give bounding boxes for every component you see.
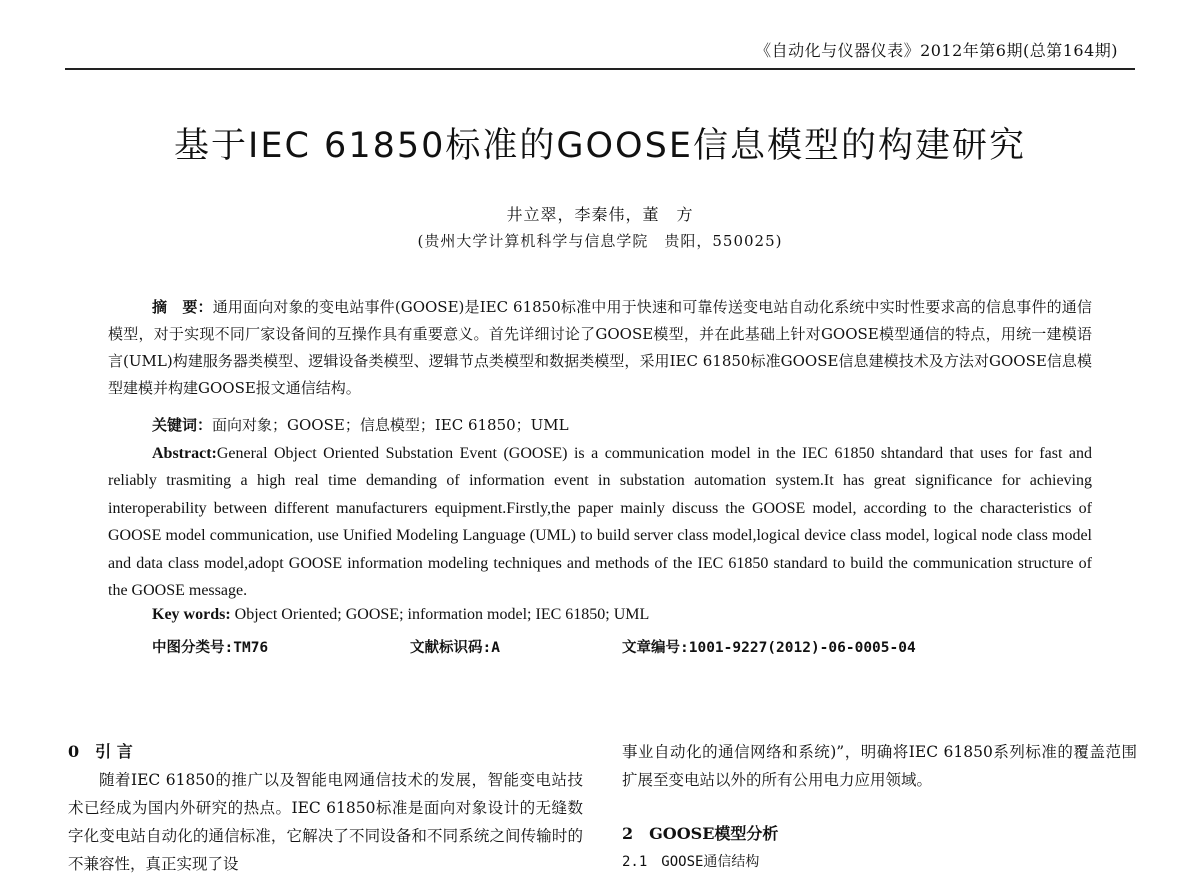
header-rule: [65, 68, 1135, 70]
en-abstract-label: Abstract:: [152, 445, 217, 462]
en-keywords: [152, 606, 649, 624]
cn-keywords-text: 面向对象；GOOSE；信息模型；IEC 61850；UML: [212, 416, 569, 434]
section-heading-goose-model: 2 GOOSE模型分析: [622, 824, 779, 843]
cn-abstract-label: 摘 要：: [152, 298, 213, 316]
spacer: [622, 794, 1137, 820]
en-abstract: [108, 440, 1092, 604]
affiliation: (贵州大学计算机科学与信息学院 贵阳，550025): [417, 232, 783, 250]
subsection-heading-goose-comm: 2.1 GOOSE通信结构: [622, 854, 760, 870]
cn-keywords-label: 关键词：: [152, 416, 213, 434]
cn-abstract: [108, 294, 1092, 402]
article-number: 文章编号:1001-9227(2012)-06-0005-04: [622, 640, 916, 656]
right-column: [622, 738, 1137, 876]
cn-abstract-text: 通用面向对象的变电站事件(GOOSE)是IEC 61850标准中用于快速和可靠传送变电站自动化系统中实时性要求高的信息事件的通信模型，对于实现不同厂家设备间的互操作具有重要意义。首先详细讨论了GOOSE模型，并在此基础上针对GOOSE模型通信的特点，用统一建模语言(UML)构建服务器类模型、逻辑设备类模型、逻辑节点类模型和数据类模型，采用IEC 61850标准GOOSE信息建模技术及方法对GOOSE信息模型建模并构建GOOSE报文通信结构。: [108, 298, 1092, 397]
left-column: [68, 738, 583, 878]
clc-number: 中图分类号:TM76: [152, 640, 269, 656]
en-keywords-label: Key words:: [152, 606, 231, 623]
paper-title: 基于IEC 61850标准的GOOSE信息模型的构建研究: [174, 126, 1026, 166]
document-code: 文献标识码:A: [410, 640, 500, 656]
authors: 井立翠，李秦伟，董 方: [506, 205, 694, 224]
section-heading-introduction: 0 引 言: [68, 742, 133, 761]
continued-paragraph: 事业自动化的通信网络和系统)”，明确将IEC 61850系列标准的覆盖范围扩展至变电站以外的所有公用电力应用领域。: [622, 743, 1137, 789]
en-abstract-text: General Object Oriented Substation Event (GOOSE) is a communication model in the IEC 61850 shtandard that uses for fast and reliably trasmiting a high real time demanding of information event in substation automation system.It has great significance for achieving interoperability between different manufacturers equipment.Firstly,the paper mainly discuss the GOOSE model, according to the characteristics of GOOSE model communication, use Unified Modeling Language (UML) to build server class model,logical device class model, logical node class model and data class model,adopt GOOSE information modeling techniques and methods of the IEC 61850 standard to build the communication structure of the GOOSE message.: [108, 445, 1092, 600]
en-keywords-text: Object Oriented; GOOSE; information model; IEC 61850; UML: [230, 606, 650, 623]
cn-keywords: [152, 412, 569, 439]
journal-header: 《自动化与仪器仪表》2012年第6期(总第164期): [755, 41, 1118, 60]
introduction-paragraph: 随着IEC 61850的推广以及智能电网通信技术的发展，智能变电站技术已经成为国内外研究的热点。IEC 61850标准是面向对象设计的无缝数字化变电站自动化的通信标准，它解决了不同设备和不同系统之间传输时的不兼容性，真正实现了设: [68, 771, 583, 873]
